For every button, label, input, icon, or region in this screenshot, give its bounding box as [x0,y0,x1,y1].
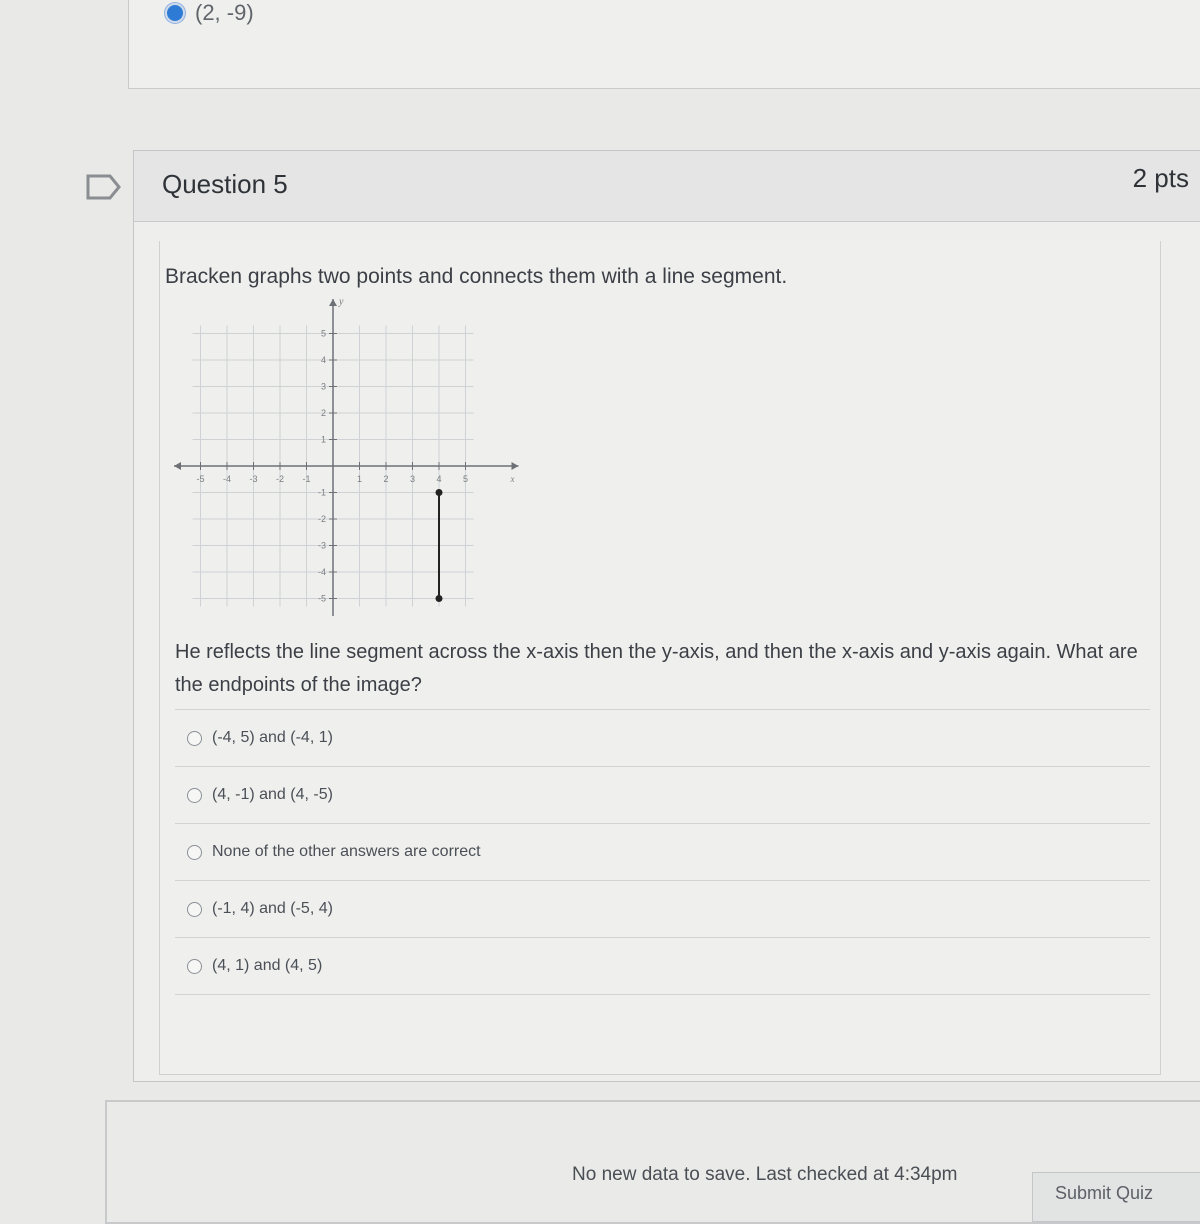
x-tick-label: -3 [249,474,258,484]
x-tick-label: 1 [356,474,363,484]
y-tick-label: -1 [317,487,326,498]
y-tick-label: 2 [320,408,326,418]
previous-answer-label: (2, -9) [195,0,254,25]
y-tick-label: 3 [320,381,326,392]
answer-label: (4, -1) and (4, -5) [212,786,333,803]
question-text: He reflects the line segment across the x-axis then the y-axis, and then the x-axis and y-axis again. What are the endpoints of the image? [175,641,1138,696]
question-title: Question 5 [162,169,288,199]
x-tick-label: 5 [462,474,469,484]
quiz-footer [105,1100,1200,1224]
answer-option[interactable] [175,823,1150,880]
answer-label: (-4, 5) and (-4, 1) [212,729,333,746]
x-tick-label: 3 [409,474,416,484]
question-header [134,151,1200,222]
previous-answer-option[interactable] [165,0,254,26]
answer-option[interactable] [175,709,1150,766]
save-status: No new data to save. Last checked at 4:34pm [572,1164,958,1185]
y-tick-label: -2 [317,514,326,524]
y-tick-label: 5 [320,328,326,339]
x-tick-label: 4 [436,474,442,484]
question-points: 2 pts [1132,163,1189,193]
x-tick-label: 2 [383,474,389,484]
question-card [133,150,1200,1082]
answer-label: (4, 1) and (4, 5) [212,957,323,974]
y-axis-arrow [329,299,337,306]
answer-label: (-1, 4) and (-5, 4) [212,900,333,917]
previous-question-card [128,0,1200,89]
answer-label: None of the other answers are correct [212,843,481,860]
x-tick-label: -1 [302,474,311,484]
radio-selected[interactable] [165,3,185,23]
x-axis-label: x [510,474,515,484]
radio-button[interactable] [187,731,202,746]
y-tick-label: -3 [317,540,326,551]
segment-endpoint [436,595,443,602]
x-axis-arrow-left [174,462,181,470]
answer-option[interactable] [175,880,1150,937]
y-tick-label: -5 [317,593,326,604]
coordinate-graph [165,296,525,616]
submit-quiz-button[interactable]: Submit Quiz [1032,1172,1200,1222]
y-tick-label: 4 [320,355,326,365]
x-axis-arrow-right [512,462,519,470]
answer-option[interactable] [175,937,1150,995]
radio-button[interactable] [187,959,202,974]
x-tick-label: -2 [275,474,285,484]
radio-button[interactable] [187,902,202,917]
y-axis-label: y [339,296,344,308]
y-tick-label: -4 [317,567,326,577]
graph-axes [174,299,519,616]
x-tick-label: -4 [222,474,232,484]
radio-button[interactable] [187,788,202,803]
radio-button[interactable] [187,845,202,860]
question-prompt: Bracken graphs two points and connects them with a line segment. [165,265,788,288]
y-tick-label: 1 [320,434,326,445]
flag-icon[interactable] [86,174,122,200]
segment-endpoint [436,489,443,496]
question-body [159,241,1161,1075]
x-tick-label: -5 [196,474,205,484]
graph-labels [196,296,514,603]
answer-option[interactable] [175,766,1150,823]
answer-list [175,709,1150,995]
